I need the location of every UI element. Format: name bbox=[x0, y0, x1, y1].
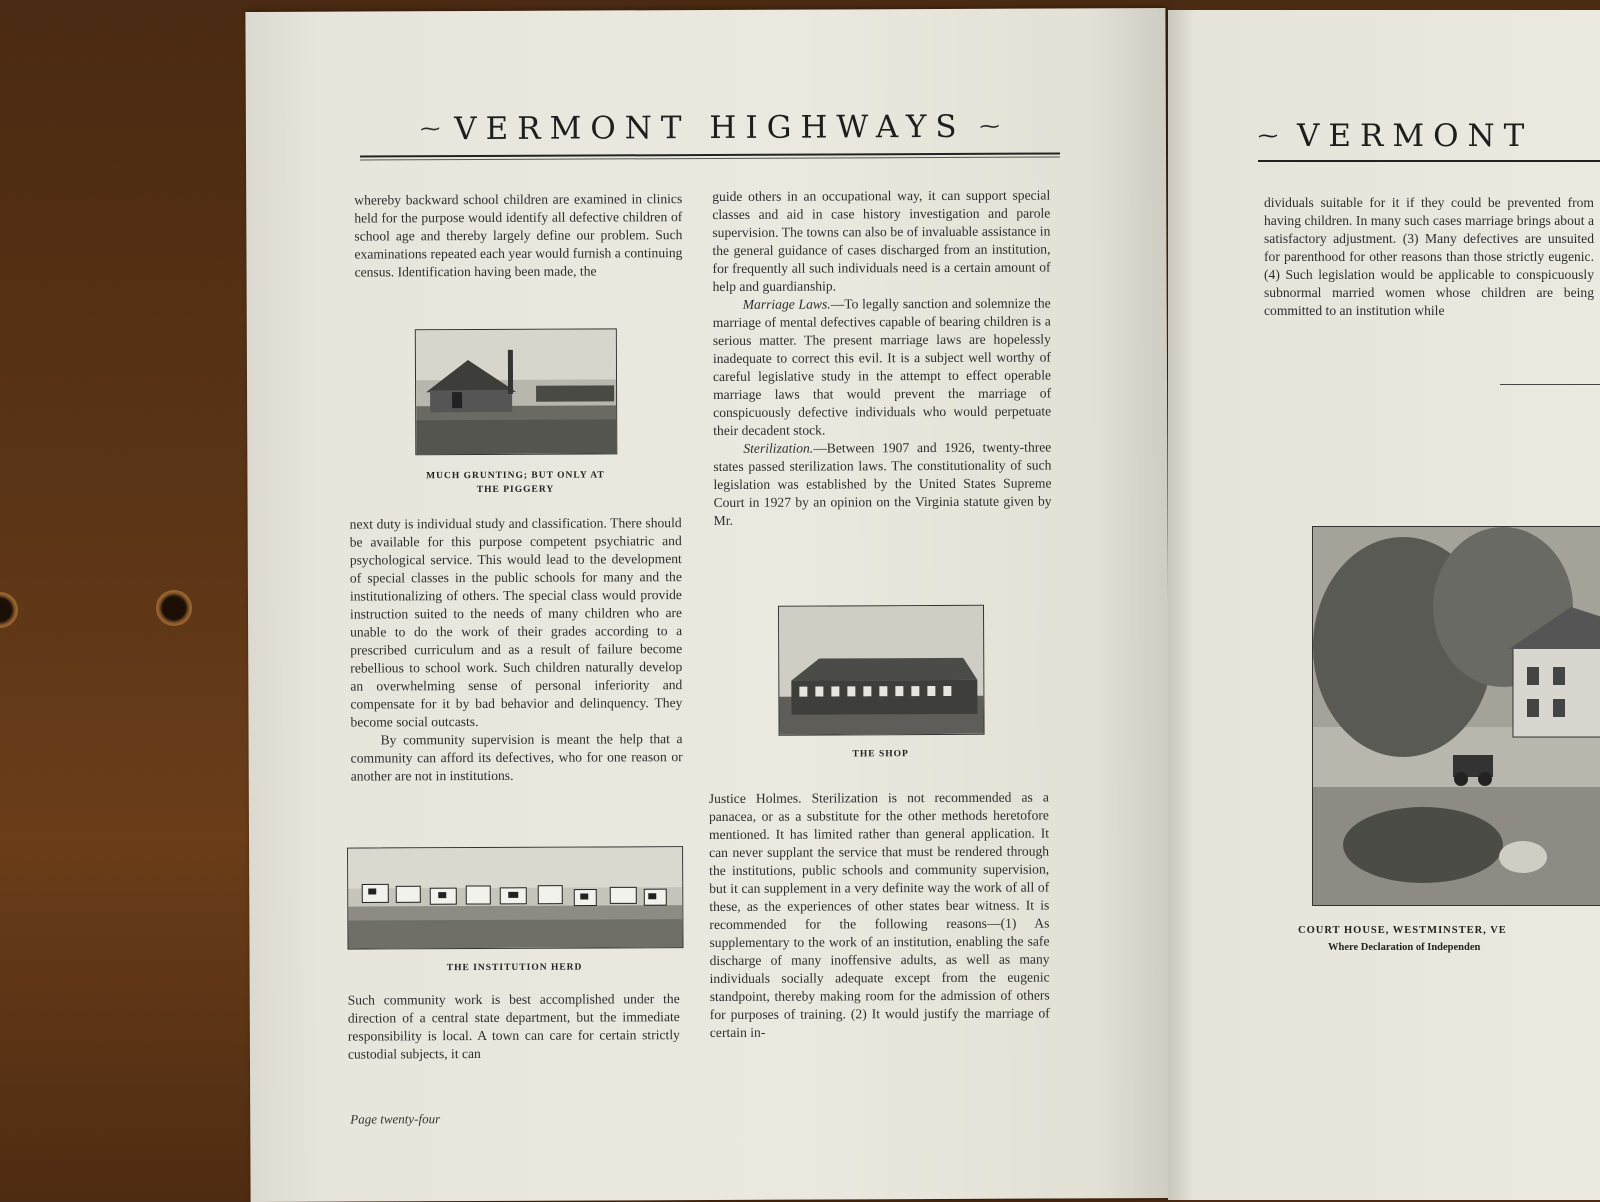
paragraph-text: Justice Holmes. Sterilization is not recommended as a panacea, or as a substitute for the other methods heretofore mentioned. It has limited rather than general application. It can never supplant the service that must be rendered through the institutions, public schools and community supervision, but it can supplement in a very definite way the work of all of these, as the experiences of other states bear witness. It is recommended for the following reasons—(1) As supplementary to the work of an institution, enabling the safe discharge of many inoffensive adults, as well as many individuals socially adequate except from the eugenic standpoint, thereby making room for the admission of others for purposes of training. (2) It would justify the marriage of certain in- bbox=[708, 789, 1050, 1040]
caption-line: Where Declaration of Independen bbox=[1328, 942, 1481, 953]
binder-hole bbox=[0, 592, 18, 628]
sterilization-paragraph bbox=[713, 439, 1051, 530]
left-paragraph-2 bbox=[350, 514, 683, 785]
left-paragraph-3 bbox=[348, 990, 680, 1063]
binder-hole bbox=[156, 590, 192, 626]
court-house-engraving bbox=[1312, 526, 1600, 906]
ornament-left-icon: ⁓ bbox=[420, 118, 441, 141]
header-rule-thin bbox=[360, 156, 1060, 160]
paragraph-text: whereby backward school children are examined in clinics held for the purpose would identify all defective children of school age and thereby largely define our problem. Such examinations repeated each year would furnish a continuing census. Identification having been made, the bbox=[354, 191, 683, 280]
ornament-right-icon: ⁓ bbox=[979, 115, 1000, 138]
caption-line: THE PIGGERY bbox=[476, 484, 555, 496]
herd-photo bbox=[347, 846, 683, 949]
facing-page bbox=[1168, 10, 1600, 1200]
barn-image bbox=[416, 329, 617, 454]
paragraph-text: next duty is individual study and classification. There should be available for this purpose competent psychiatric and psychological service. This would lead to the development of special classes in the public schools for many and the institutionalizing of others. The special class would provide instruction suited to the needs of many children who are unable to do the work of their grades according to a prescribed curriculum and as a result of failure become rebellious to school work. Such children naturally develop an overwhelming sense of personal inferiority and compensate for it by bad behavior and delinquency. They become social outcasts. bbox=[349, 515, 683, 730]
page-title: VERMONT HIGHWAYS bbox=[454, 108, 966, 148]
piggery-caption bbox=[415, 468, 615, 497]
engraving-image bbox=[1313, 527, 1600, 905]
facing-paragraph bbox=[1264, 194, 1594, 320]
shop-building-image bbox=[779, 606, 984, 735]
section-heading: Sterilization. bbox=[743, 440, 814, 456]
ornament-left-icon: ⁓ bbox=[1258, 123, 1287, 147]
paragraph-text: guide others in an occupational way, it can support special classes and aid in case history investigation and parole supervision. The towns can also be of invaluable assistance in the general guidance of cases discharged from an institution, for frequently all such individuals need is a certain amount of help and guardianship. bbox=[712, 187, 1051, 294]
marriage-laws-paragraph bbox=[713, 295, 1052, 440]
court-house-caption bbox=[1298, 922, 1600, 956]
facing-page-title bbox=[1258, 118, 1533, 154]
caption-line: COURT HOUSE, WESTMINSTER, VE bbox=[1298, 925, 1507, 936]
facing-header-rule bbox=[1258, 160, 1600, 162]
masthead bbox=[360, 108, 1060, 147]
magazine-page bbox=[245, 8, 1170, 1202]
cows-image bbox=[348, 847, 682, 948]
piggery-photo bbox=[415, 328, 618, 455]
paragraph-text: By community supervision is meant the help that a community can afford its defectives, who for one reason or another are not in institutions. bbox=[350, 731, 683, 784]
paragraph-text: —To legally sanction and solemnize the marriage of mental defectives capable of bearing children is a serious matter. The present marriage laws are hopelessly inadequate to correct this evil. It is a subject well worthy of careful legislative study in the attempt to effect operable marriage laws that would prevent the marriage of conspicuously defective individuals who would perpetuate their decadent stock. bbox=[712, 295, 1052, 438]
left-paragraph-1 bbox=[354, 190, 682, 281]
page-number: Page twenty-four bbox=[350, 1111, 441, 1127]
paragraph-text: —Between 1907 and 1926, twenty-three states passed sterilization laws. The constitutionality of such legislation was established by the United States Supreme Court in 1927 by an opinion on the Virginia statute given by Mr. bbox=[713, 439, 1052, 528]
right-paragraph-1 bbox=[712, 187, 1051, 530]
paragraph-text: dividuals suitable for it if they could be prevented from having children. In many such cases marriage brings about a satisfactory adjustment. (3) Many defectives are unsuited for parenthood for other reasons than those strictly eugenic. (4) Such legislation would be applicable to conspicuously subnormal married women whose children are being committed to an institution while bbox=[1264, 195, 1594, 318]
section-divider bbox=[1500, 384, 1600, 385]
section-heading: Marriage Laws. bbox=[742, 296, 831, 312]
facing-title-text: VERMONT bbox=[1297, 118, 1534, 154]
caption-line: MUCH GRUNTING; BUT ONLY AT bbox=[426, 470, 605, 482]
herd-caption: THE INSTITUTION HERD bbox=[446, 962, 583, 974]
shop-caption: THE SHOP bbox=[852, 749, 909, 760]
right-paragraph-2 bbox=[709, 789, 1050, 1042]
shop-photo bbox=[778, 605, 985, 736]
paragraph-text: Such community work is best accomplished under the direction of a central state department, but the immediate responsibility is local. A town can care for certain strictly custodial subjects, it can bbox=[347, 991, 680, 1062]
